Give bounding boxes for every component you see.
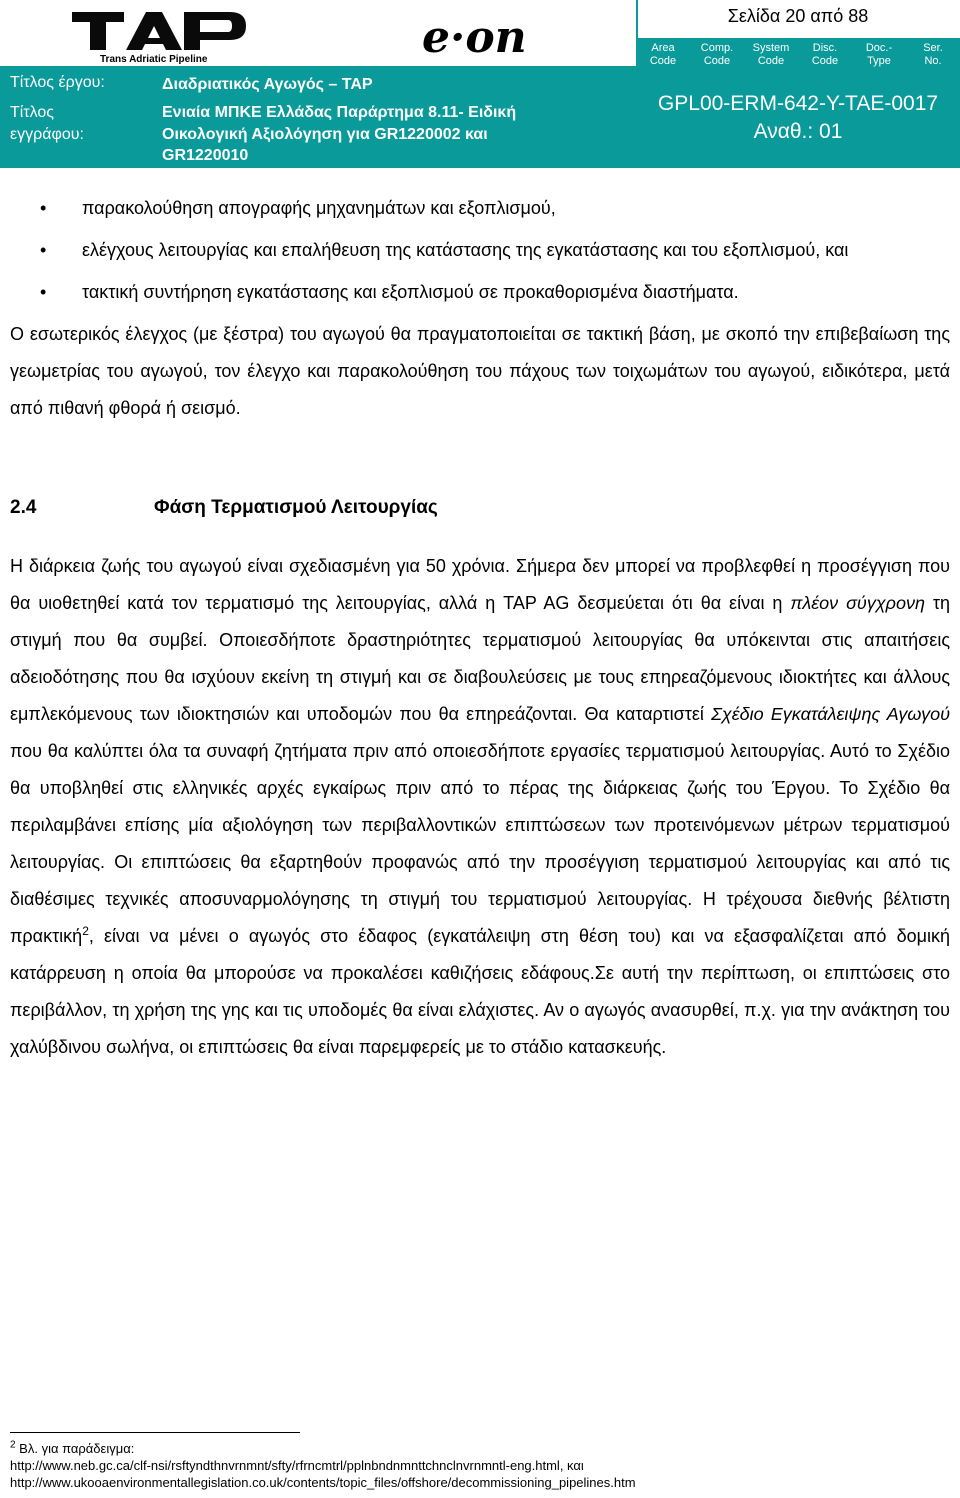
doc-title-label-2: εγγράφου:: [10, 126, 84, 143]
footnote-link-1[interactable]: http://www.neb.gc.ca/clf-nsi/rsftyndthnvrnmnt/sfty/rfrncmtrl/pplnbndnmnttchnclnvrnmntl-eng.html, και: [10, 1458, 584, 1473]
paragraph-inspection: Ο εσωτερικός έλεγχος (με ξέστρα) του αγωγού θα πραγματοποιείται σε τακτική βάση, με σκοπό την επιβεβαίωση της γεωμετρίας του αγωγού, τον έλεγχο και παρακολούθηση του πάχους των τοιχωμάτων του αγωγού, ειδικότερα, μετά από πιθανή φθορά ή σεισμό.: [10, 324, 950, 418]
project-label: Τίτλος έργου:: [10, 74, 105, 91]
code-system: System Code: [752, 42, 790, 67]
italic-emphasis: πλέον σύγχρονη: [790, 593, 925, 613]
revision: Αναθ.: 01: [753, 120, 843, 143]
list-item: • παρακολούθηση απογραφής μηχανημάτων και εξοπλισμού,: [10, 190, 950, 226]
doc-title-label-1: Τίτλος: [10, 104, 55, 121]
document-number: GPL00-ERM-642-Y-TAE-0017: [657, 92, 939, 115]
eon-logo: [420, 12, 550, 62]
code-doctype: Doc.- Type: [865, 42, 893, 67]
footnote-separator: [10, 1432, 300, 1433]
project-value: Διαδριατικός Αγωγός – TAP: [162, 76, 373, 93]
document-header: [0, 0, 960, 168]
section-title: Φάση Τερματισμού Λειτουργίας: [154, 497, 438, 518]
code-fields-row: [636, 38, 960, 70]
code-comp: Comp. Code: [700, 42, 734, 67]
svg-text:Trans Adriatic Pipeline: Trans Adriatic Pipeline: [100, 54, 208, 64]
doc-title-line-2: Οικολογική Αξιολόγηση για GR1220002 και: [162, 126, 488, 143]
list-item: • ελέγχους λειτουργίας και επαλήθευση της κατάστασης της εγκατάστασης και του εξοπλισμού, και: [10, 232, 950, 268]
footnote-line-1: $^2$ Βλ. για παράδειγμα:: [10, 1439, 135, 1456]
list-item: • τακτική συντήρηση εγκατάστασης και εξοπλισμού σε προκαθορισμένα διαστήματα.: [10, 274, 950, 310]
section-number: 2.4: [10, 497, 37, 518]
code-disc: Disc. Code: [811, 42, 839, 67]
paragraph-decommissioning: Η διάρκεια ζωής του αγωγού είναι σχεδιασμένη για 50 χρόνια. Σήμερα δεν μπορεί να προβλεφθεί η προσέγγιση που θα υιοθετηθεί κατά τον τερματισμό της λειτουργίας, αλλά η TAP AG δεσμεύεται ότι θα είναι η πλέον σύγχρονη τη στιγμή που θα συμβεί. Οποιεσδήποτε δραστηριότητες τερματισμού λειτουργίας θα υπόκεινται στις απαιτήσεις αδειοδότησης που θα ισχύουν εκείνη τη στιγμή και σε διαβουλεύσεις με τους επηρεαζόμενους ιδιοκτήτες και άλλους εμπλεκόμενους των ιδιοκτησιών και υποδομών που θα επηρεάζονται. Θα καταρτιστεί Σχέδιο Εγκατάλειψης Αγωγού που θα καλύπτει όλα τα συναφή ζητήματα πριν από οποιεσδήποτε εργασίες τερματισμού λειτουργίας. Αυτό το Σχέδιο θα υποβληθεί στις ελληνικές αρχές εγκαίρως πριν από το πέρας της διάρκειας ζωής του Έργου. Το Σχέδιο θα περιλαμβάνει επίσης μία αξιολόγηση των περιβαλλοντικών επιπτώσεων των προτεινόμενων μέτρων τερματισμού λειτουργίας. Οι επιπτώσεις θα εξαρτηθούν προφανώς από την προσέγγιση τερματισμού λειτουργίας και από τις διαθέσιμες τεχνικές αποσυναρμολόγησης τη στιγμή του τερματισμού λειτουργίας. Η τρέχουσα διεθνής βέλτιστη πρακτική$^2$, είναι να μένει ο αγωγός στο έδαφος (εγκατάλειψη στη θέση του) και να εξασφαλίζεται από δομική κατάρρευση η οποία θα μπορούσε να προκαλέσει καθιζήσεις εδάφους.Σε αυτή την περίπτωση, οι επιπτώσεις στο περιβάλλον, τη χρήση της γης και τις υποδομές θα είναι ελάχιστες. Αν ο αγωγός ανασυρθεί, π.χ. για την ανάκτηση του χαλύβδινου σωλήνα, οι επιπτώσεις θα είναι παρεμφερείς με το στάδιο κατασκευής.: [10, 556, 951, 1057]
document-body: [10, 190, 950, 1066]
italic-plan-name: Σχέδιο Εγκατάλειψης Αγωγού: [711, 704, 951, 724]
svg-text:e·on: e·on: [422, 12, 527, 62]
doc-title-line-3: GR1220010: [162, 147, 249, 164]
footnotes: [10, 1440, 950, 1491]
doc-title-line-1: Ενιαία ΜΠΚΕ Ελλάδας Παράρτημα 8.11- Ειδική: [162, 104, 517, 121]
bullet-list: [10, 190, 950, 310]
tap-logo: [70, 4, 260, 64]
code-serno: Ser. No.: [923, 42, 943, 67]
code-area: Area Code: [649, 42, 677, 67]
footnote-link-2[interactable]: http://www.ukooaenvironmentallegislation.co.uk/contents/topic_files/offshore/decommissioning_pipelines.htm: [10, 1475, 636, 1490]
footnote-ref[interactable]: 2: [82, 924, 89, 938]
section-heading: [10, 489, 950, 526]
page-number: Σελίδα 20 από 88: [727, 6, 869, 26]
